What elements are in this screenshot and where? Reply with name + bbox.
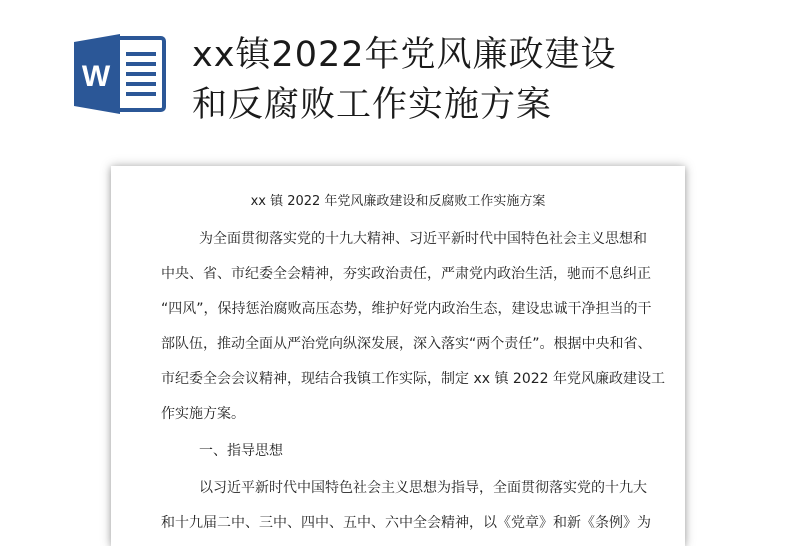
paragraph-line: 作实施方案。 xyxy=(161,406,245,422)
word-icon-letter: W xyxy=(81,60,111,93)
paragraph-line: 中央、省、市纪委全会精神，夯实政治责任，严肃党内政治生活，驰而不息纠正 xyxy=(161,266,651,282)
page-title-line-1: xx镇2022年党风廉政建设 xyxy=(192,35,617,75)
document-page xyxy=(111,166,685,546)
paragraph-line: 为全面贯彻落实党的十九大精神、习近平新时代中国特色社会主义思想和 xyxy=(199,231,647,247)
paragraph-line: 市纪委全会会议精神，现结合我镇工作实际，制定 xx 镇 2022 年党风廉政建设工 xyxy=(161,371,665,387)
page-title xyxy=(192,30,752,130)
document-heading: xx 镇 2022 年党风廉政建设和反腐败工作实施方案 xyxy=(250,194,546,209)
word-document-icon xyxy=(74,32,170,116)
header xyxy=(0,0,800,150)
paragraph-line: 部队伍，推动全面从严治党向纵深发展，深入落实“两个责任”。根据中央和省、 xyxy=(161,336,652,352)
section-heading: 一、指导思想 xyxy=(199,443,283,459)
paragraph-line: “四风”，保持惩治腐败高压态势，维护好党内政治生态，建设忠诚干净担当的干 xyxy=(161,301,652,317)
paragraph-line: 和十九届二中、三中、四中、五中、六中全会精神，以《党章》和新《条例》为 xyxy=(161,515,651,531)
paragraph-line: 以习近平新时代中国特色社会主义思想为指导，全面贯彻落实党的十九大 xyxy=(199,480,647,496)
page-title-line-2: 和反腐败工作实施方案 xyxy=(192,85,553,125)
